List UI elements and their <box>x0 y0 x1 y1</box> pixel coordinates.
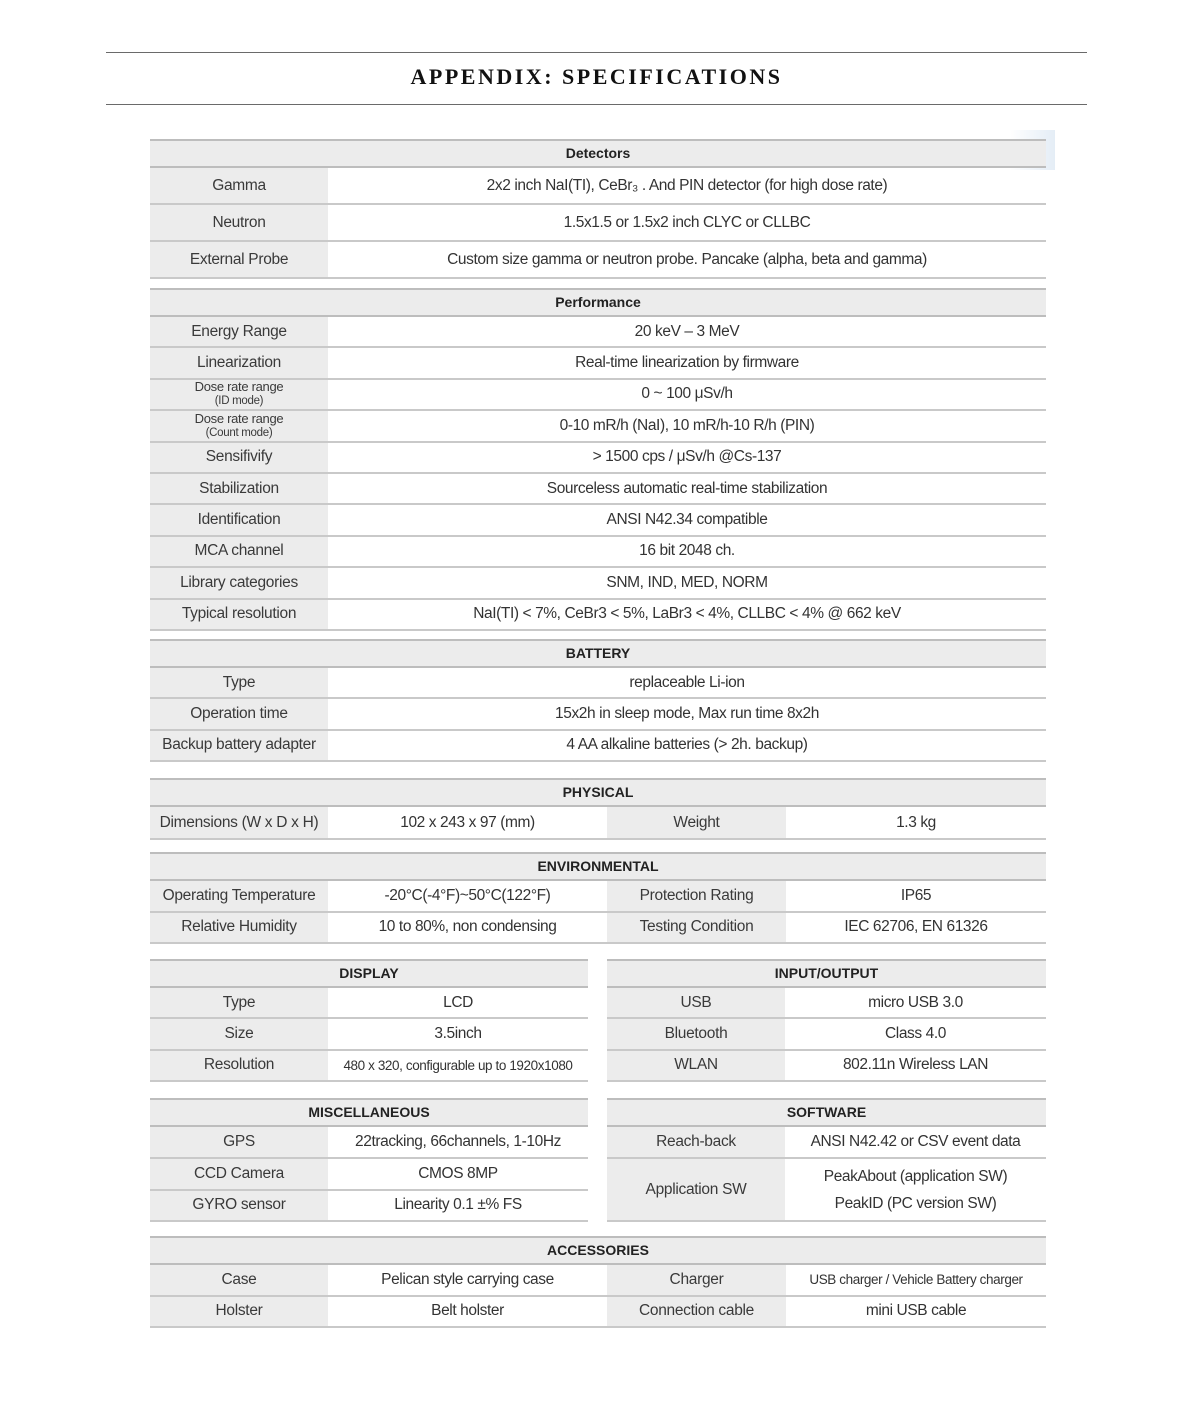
section-title-misc: MISCELLANEOUS <box>150 1098 588 1127</box>
row-label: MCA channel <box>150 537 328 566</box>
row-value: 20 keV – 3 MeV <box>634 322 740 340</box>
table-row <box>150 1265 1046 1297</box>
section-title-accessories: ACCESSORIES <box>150 1236 1046 1265</box>
table-row <box>150 1159 588 1191</box>
table-row <box>150 380 1046 411</box>
row-value: -20°C(-4°F)~50°C(122°F) <box>384 886 551 904</box>
row-value-line: PeakID (PC version SW) <box>834 1194 997 1212</box>
row-value <box>785 1159 1046 1220</box>
section-title-battery: BATTERY <box>150 639 1046 668</box>
row-value: 1.3 kg <box>896 813 936 831</box>
environmental-table <box>150 852 1046 944</box>
row-label: Resolution <box>150 1051 328 1080</box>
table-row <box>150 537 1046 568</box>
row-value: IP65 <box>900 886 932 904</box>
row-value: Custom size gamma or neutron probe. Pancake (alpha, beta and gamma) <box>447 250 927 268</box>
row-value: LCD <box>443 993 473 1011</box>
row-value: Real-time linearization by firmware <box>575 354 799 372</box>
row-value: ANSI N42.42 or CSV event data <box>810 1133 1021 1150</box>
table-row <box>150 668 1046 699</box>
row-value: 3.5inch <box>434 1024 482 1042</box>
row-label: Neutron <box>150 205 328 240</box>
table-row <box>150 699 1046 730</box>
row-label: Operating Temperature <box>150 881 328 911</box>
row-value: 15x2h in sleep mode, Max run time 8x2h <box>555 704 819 722</box>
table-row <box>150 317 1046 348</box>
table-row <box>150 1051 588 1082</box>
table-row <box>150 1019 588 1050</box>
row-value: NaI(TI) < 7%, CeBr3 < 5%, LaBr3 < 4%, CLLBC < 4% @ 662 keV <box>473 605 901 623</box>
detectors-table <box>150 139 1046 279</box>
row-label: Type <box>150 988 328 1017</box>
row-label-sub: (Count mode) <box>205 426 273 439</box>
row-value: micro USB 3.0 <box>868 993 963 1011</box>
table-row <box>150 731 1046 762</box>
row-value: Linearity 0.1 ±% FS <box>394 1196 522 1214</box>
row-value: 1.5x1.5 or 1.5x2 inch CLYC or CLLBC <box>563 213 811 231</box>
row-label: Energy Range <box>150 317 328 346</box>
section-title-software: SOFTWARE <box>607 1098 1046 1127</box>
table-row <box>150 242 1046 279</box>
table-row <box>150 168 1046 205</box>
table-row <box>150 568 1046 599</box>
table-row <box>150 988 588 1019</box>
row-label: Application SW <box>607 1159 785 1220</box>
table-row <box>150 1191 588 1223</box>
row-label: Charger <box>607 1265 786 1295</box>
row-label: Reach-back <box>607 1127 785 1157</box>
table-row <box>150 913 1046 945</box>
row-label: External Probe <box>150 242 328 277</box>
row-value: replaceable Li-ion <box>629 673 745 691</box>
physical-table <box>150 778 1046 840</box>
performance-table <box>150 288 1046 631</box>
row-label <box>150 411 328 440</box>
row-value: IEC 62706, EN 61326 <box>844 918 988 936</box>
software-table <box>607 1098 1046 1222</box>
row-label: Linearization <box>150 348 328 377</box>
row-label: Testing Condition <box>607 913 786 943</box>
section-title-physical: PHYSICAL <box>150 778 1046 807</box>
row-value: 2x2 inch NaI(TI), CeBr₃ . And PIN detector (for high dose rate) <box>486 176 888 194</box>
accessories-table <box>150 1236 1046 1328</box>
row-value: SNM, IND, MED, NORM <box>606 573 768 591</box>
row-label: Weight <box>607 807 786 838</box>
row-value: 22tracking, 66channels, 1-10Hz <box>355 1133 561 1150</box>
table-row <box>150 1297 1046 1329</box>
row-value: Belt holster <box>431 1302 504 1320</box>
row-label: Library categories <box>150 568 328 597</box>
io-table <box>607 959 1046 1082</box>
row-value: > 1500 cps / μSv/h @Cs-137 <box>592 448 782 466</box>
row-label: Typical resolution <box>150 600 328 629</box>
section-title-io: INPUT/OUTPUT <box>607 959 1046 988</box>
row-label: CCD Camera <box>150 1159 328 1189</box>
table-row <box>150 881 1046 913</box>
row-label: Connection cable <box>607 1297 786 1327</box>
row-label: Gamma <box>150 168 328 203</box>
row-label: USB <box>607 988 785 1017</box>
row-label: Type <box>150 668 328 697</box>
header-bottom-rule <box>106 104 1087 105</box>
row-label: Case <box>150 1265 328 1295</box>
row-label: WLAN <box>607 1051 785 1080</box>
table-row <box>150 443 1046 474</box>
row-label: Sensifivify <box>150 443 328 472</box>
row-value: USB charger / Vehicle Battery charger <box>809 1272 1023 1288</box>
row-label: Dimensions (W x D x H) <box>150 807 328 838</box>
table-row <box>607 1127 1046 1159</box>
table-row <box>150 505 1046 536</box>
page-title: APPENDIX: SPECIFICATIONS <box>410 64 783 89</box>
table-row <box>150 1127 588 1159</box>
table-row <box>150 474 1046 505</box>
section-title-environmental: ENVIRONMENTAL <box>150 852 1046 881</box>
row-label: GPS <box>150 1127 328 1157</box>
table-row <box>607 1159 1046 1222</box>
row-value: 102 x 243 x 97 (mm) <box>400 813 535 831</box>
row-label-sub: (ID mode) <box>214 395 264 408</box>
row-label: GYRO sensor <box>150 1191 328 1221</box>
row-value: mini USB cable <box>865 1302 967 1320</box>
row-value: 0-10 mR/h (NaI), 10 mR/h-10 R/h (PIN) <box>559 416 815 434</box>
row-label: Holster <box>150 1297 328 1327</box>
row-label: Bluetooth <box>607 1019 785 1048</box>
display-table <box>150 959 588 1082</box>
row-label: Backup battery adapter <box>150 731 328 760</box>
row-label: Identification <box>150 505 328 534</box>
row-label: Relative Humidity <box>150 913 328 943</box>
table-row <box>150 205 1046 242</box>
row-label: Stabilization <box>150 474 328 503</box>
table-row <box>150 348 1046 379</box>
table-row <box>607 988 1046 1019</box>
row-value: Sourceless automatic real-time stabilization <box>546 479 828 497</box>
misc-table <box>150 1098 588 1222</box>
row-label: Operation time <box>150 699 328 728</box>
row-value: CMOS 8MP <box>418 1164 498 1182</box>
row-label-main: Dose rate range <box>194 379 284 395</box>
table-row <box>150 600 1046 631</box>
row-label: Size <box>150 1019 328 1048</box>
row-label-main: Dose rate range <box>194 410 284 426</box>
row-value: 16 bit 2048 ch. <box>639 542 735 560</box>
row-label <box>150 380 328 409</box>
row-value: 10 to 80%, non condensing <box>378 918 557 936</box>
section-title-performance: Performance <box>150 288 1046 317</box>
table-row <box>150 411 1046 442</box>
row-value: Class 4.0 <box>884 1024 946 1042</box>
row-value: 480 x 320, configurable up to 1920x1080 <box>343 1057 573 1073</box>
table-row <box>607 1019 1046 1050</box>
section-title-detectors: Detectors <box>150 139 1046 168</box>
row-value: Pelican style carrying case <box>381 1270 554 1288</box>
row-value: 0 ~ 100 μSv/h <box>641 385 733 403</box>
row-value: 802.11n Wireless LAN <box>842 1056 989 1074</box>
row-value-line: PeakAbout (application SW) <box>823 1167 1008 1185</box>
row-value: ANSI N42.34 compatible <box>606 511 768 529</box>
table-row <box>607 1051 1046 1082</box>
row-value: 4 AA alkaline batteries (> 2h. backup) <box>566 736 808 754</box>
table-row <box>150 807 1046 840</box>
row-label: Protection Rating <box>607 881 786 911</box>
section-title-display: DISPLAY <box>150 959 588 988</box>
battery-table <box>150 639 1046 762</box>
header-top-rule <box>106 52 1087 53</box>
